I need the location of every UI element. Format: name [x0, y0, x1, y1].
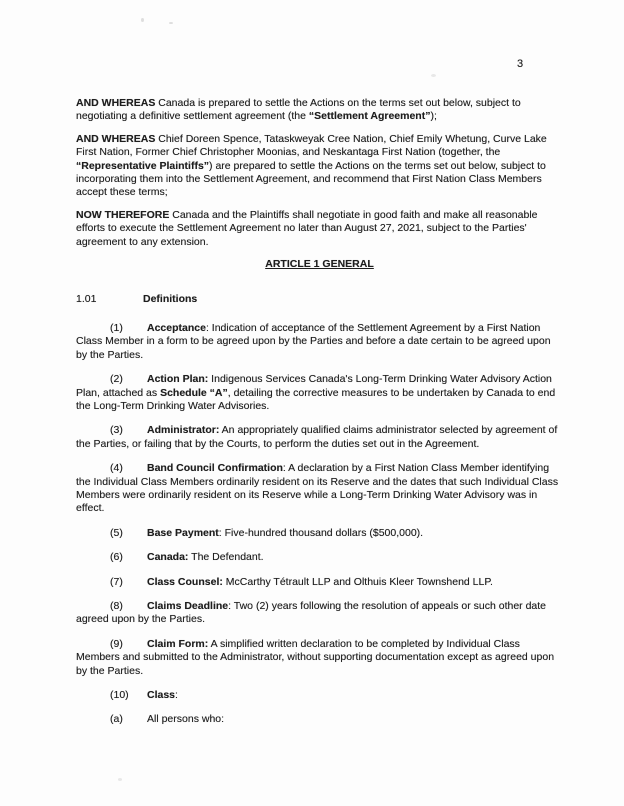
paragraph-text: Canada and the Plaintiffs shall negotiate in good faith and make all reasonable efforts to execute the Settlement Agreement no later than August 27, 2021, subject to the Parties' agreement to any extension.: [76, 208, 538, 248]
definition-item-6: [76, 551, 563, 564]
definition-item-2: [76, 373, 563, 413]
definition-term: Band Council Confirmation: [147, 462, 283, 475]
now-therefore-lead: NOW THEREFORE: [76, 208, 170, 221]
definition-text: All persons who:: [147, 713, 225, 726]
definition-number: (10): [110, 689, 129, 701]
definition-number: (7): [110, 575, 123, 588]
now-therefore-paragraph: [76, 209, 563, 249]
paragraph-text: ) are prepared to settle the Actions on the terms set out below, subject to incorporating them into the Settlement Agreement, and recommend that First Nation Class Members accept these terms;: [76, 159, 546, 199]
whereas-lead: AND WHEREAS: [76, 132, 156, 145]
definition-number: (1): [110, 321, 123, 334]
definition-item-10a: [76, 713, 563, 726]
defined-term: “Settlement Agreement”: [308, 110, 431, 123]
whereas-paragraph-1: [76, 97, 563, 124]
defined-term: “Representative Plaintiffs”: [76, 159, 210, 172]
definition-term: Claim Form:: [147, 637, 209, 650]
definition-term: Base Payment: [147, 526, 219, 539]
definition-text: A simplified written declaration to be completed by Individual Class Members and submitted to the Administrator, without supporting documentation except as agreed upon by the Parties.: [76, 637, 555, 677]
definition-text: : Five-hundred thousand dollars ($500,000).: [218, 526, 424, 539]
paragraph-text: );: [430, 110, 437, 123]
definition-number: (9): [110, 637, 123, 650]
scan-noise: [141, 18, 144, 22]
definition-item-10: [76, 689, 563, 702]
definition-item-7: [76, 576, 563, 589]
definition-text: : Two (2) years following the resolution of appeals or such other date agreed upon by the Parties.: [76, 599, 547, 626]
whereas-paragraph-2: [76, 133, 563, 200]
scan-noise: [431, 74, 436, 77]
definition-term: Canada:: [147, 551, 189, 564]
paragraph-text: Canada is prepared to settle the Actions on the terms set out below, subject to negotiating a definitive settlement agreement (the: [76, 97, 521, 123]
definition-number: (5): [110, 526, 123, 539]
definition-text: The Defendant.: [188, 551, 264, 564]
paragraph-text: Chief Doreen Spence, Tataskweyak Cree Nation, Chief Emily Whetung, Curve Lake First Nation, Former Chief Christopher Moonias, and Neskantaga First Nation (together, the: [76, 132, 547, 159]
definition-number: (8): [110, 599, 123, 612]
definition-item-9: [76, 638, 563, 678]
definition-term: Claims Deadline: [147, 599, 229, 612]
document-body: [76, 97, 563, 738]
definition-term: Class: [147, 689, 176, 701]
definition-text: McCarthy Tétrault LLP and Olthuis Kleer Townshend LLP.: [222, 575, 493, 588]
definition-term: Acceptance: [147, 321, 206, 334]
definition-item-1: [76, 322, 563, 362]
section-1-01: [76, 293, 563, 306]
definition-item-3: [76, 424, 563, 451]
definition-number: (2): [110, 373, 123, 386]
article-heading: [76, 258, 563, 271]
section-number: 1.01: [76, 293, 97, 306]
definition-term: Administrator:: [147, 424, 220, 437]
definition-number: (6): [110, 551, 123, 564]
schedule-reference: Schedule “A”: [160, 386, 228, 399]
whereas-lead: AND WHEREAS: [76, 97, 156, 109]
definition-number: (4): [110, 462, 123, 475]
page-number: 3: [517, 58, 524, 70]
definition-item-5: [76, 527, 563, 540]
definition-text: Indigenous Services Canada's Long-Term Drinking Water Advisory Action Plan, attached as: [76, 373, 552, 399]
definition-term: Action Plan:: [147, 373, 209, 386]
definition-text: , detailing the corrective measures to be undertaken by Canada to end the Long-Term Drinking Water Advisories.: [76, 386, 556, 412]
article-heading-text: ARTICLE 1 GENERAL: [265, 258, 374, 271]
definition-text: An appropriately qualified claims administrator selected by agreement of the Parties, or failing that by the Courts, to perform the duties set out in the Agreement.: [76, 424, 558, 450]
definition-item-8: [76, 600, 563, 627]
scan-noise: [118, 778, 122, 781]
definition-term: Class Counsel:: [147, 575, 223, 588]
definition-number: (3): [110, 424, 123, 437]
definition-text: : A declaration by a First Nation Class Member identifying the Individual Class Members ordinarily resident on its Reserve and the dates that such Individual Class Members were ordinarily resident on its Reserve while a Long-Term Drinking Water Advisory was in effect.: [76, 462, 559, 515]
definition-text: : Indication of acceptance of the Settlement Agreement by a First Nation Class Member in a form to be agreed upon by the Parties and before a date certain to be agreed upon by the Parties.: [76, 321, 551, 361]
scan-noise: [169, 22, 173, 24]
definition-item-4: [76, 462, 563, 516]
section-title: Definitions: [143, 293, 198, 306]
definition-text: :: [175, 689, 178, 701]
definition-letter: (a): [110, 713, 123, 726]
